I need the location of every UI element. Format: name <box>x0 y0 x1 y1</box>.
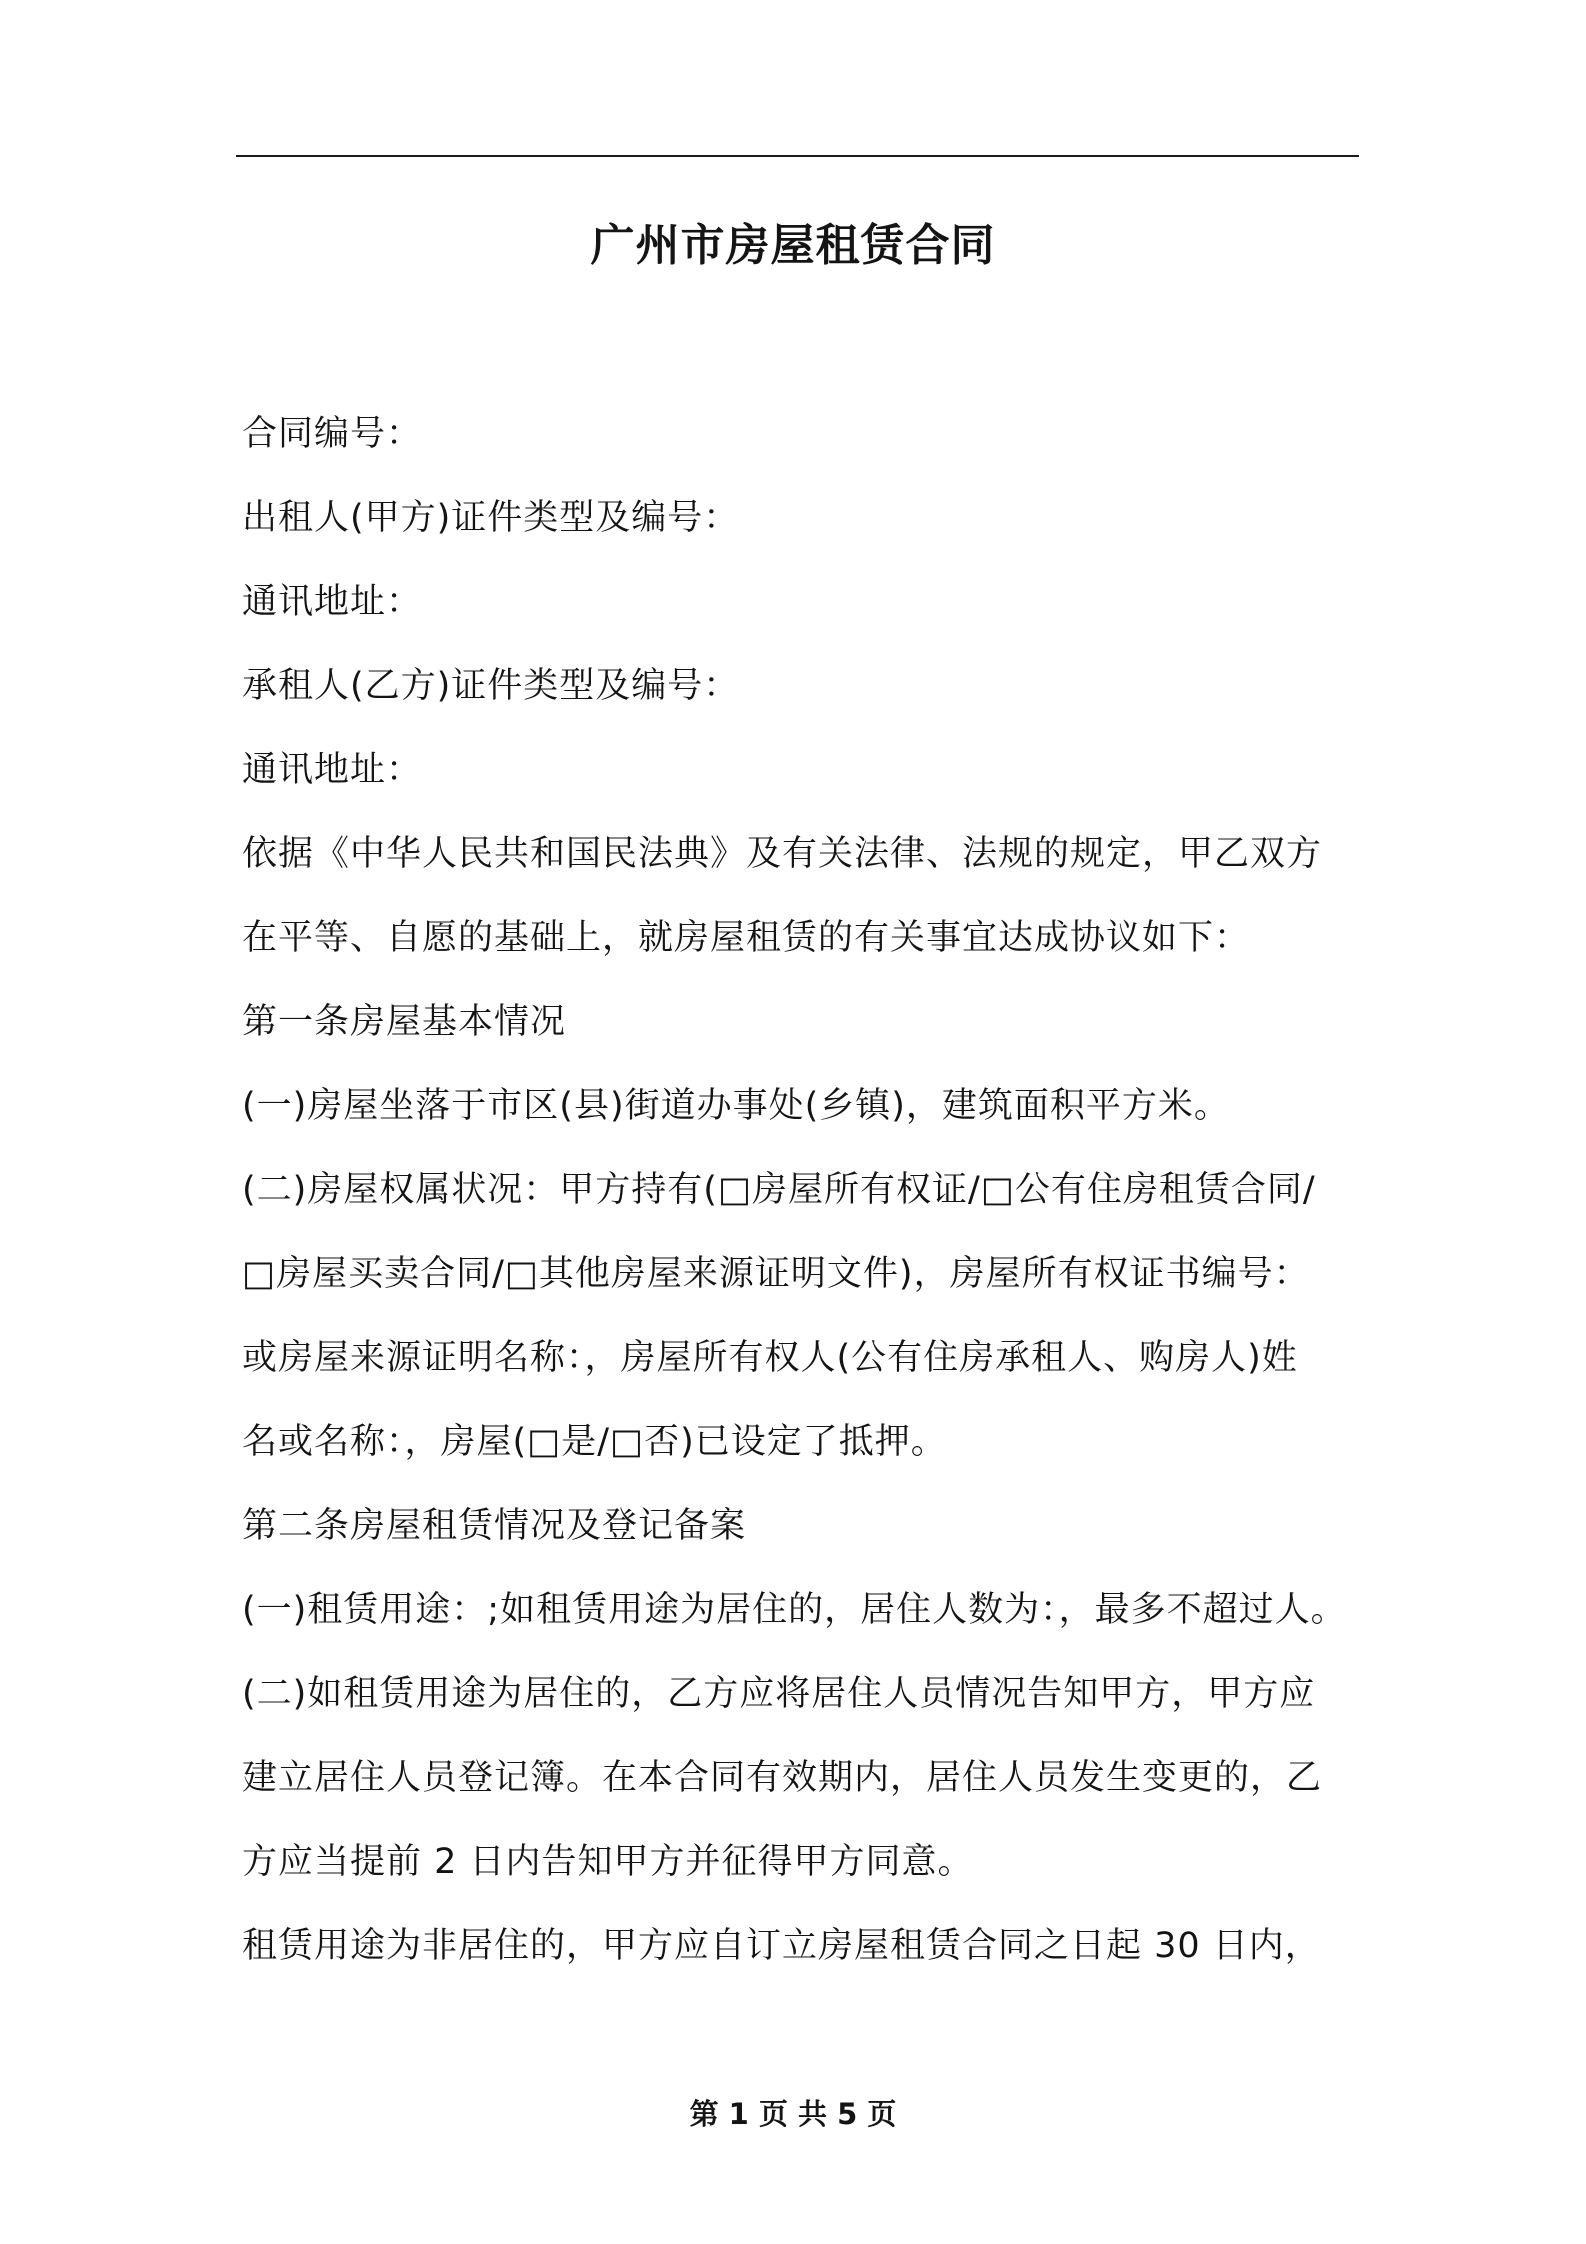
article-1-heading: 第一条房屋基本情况 <box>242 1002 567 1042</box>
article-2-clause-2-line-1: (二)如租赁用途为居住的，乙方应将居住人员情况告知甲方，甲方应 <box>242 1674 1316 1714</box>
document-title: 广州市房屋租赁合同 <box>590 220 996 271</box>
lessor-address-line: 通讯地址： <box>242 582 423 622</box>
article-2-clause-2-line-2: 建立居住人员登记簿。在本合同有效期内，居住人员发生变更的，乙 <box>242 1758 1323 1798</box>
lessee-address-line: 通讯地址： <box>242 750 423 790</box>
article-1-clause-2-line-3: 或房屋来源证明名称：，房屋所有权人(公有住房承租人、购房人)姓 <box>242 1338 1298 1378</box>
article-2-heading: 第二条房屋租赁情况及登记备案 <box>242 1506 747 1546</box>
article-2-clause-1: (一)租赁用途：;如租赁用途为居住的，居住人数为：，最多不超过人。 <box>242 1590 1347 1630</box>
article-1-clause-1: (一)房屋坐落于市区(县)街道办事处(乡镇)，建筑面积平方米。 <box>242 1086 1230 1126</box>
header-rule <box>236 155 1359 157</box>
article-1-clause-2-line-1: (二)房屋权属状况：甲方持有(□房屋所有权证/□公有住房租赁合同/ <box>242 1170 1316 1210</box>
lessee-id-line: 承租人(乙方)证件类型及编号： <box>242 666 740 706</box>
article-2-clause-2-line-3: 方应当提前 2 日内告知甲方并征得甲方同意。 <box>242 1842 974 1882</box>
article-1-clause-2-line-4: 名或名称：，房屋(□是/□否)已设定了抵押。 <box>242 1422 947 1462</box>
preamble-line-1: 依据《中华人民共和国民法典》及有关法律、法规的规定，甲乙双方 <box>242 834 1323 874</box>
contract-number-line: 合同编号： <box>242 414 423 454</box>
lessor-id-line: 出租人(甲方)证件类型及编号： <box>242 498 740 538</box>
article-1-clause-2-line-2: □房屋买卖合同/□其他房屋来源证明文件)，房屋所有权证书编号： <box>242 1254 1310 1294</box>
preamble-line-2: 在平等、自愿的基础上，就房屋租赁的有关事宜达成协议如下： <box>242 918 1251 958</box>
page-footer: 第 1 页 共 5 页 <box>689 2097 897 2131</box>
non-residential-clause-line: 租赁用途为非居住的，甲方应自订立房屋租赁合同之日起 30 日内， <box>242 1926 1321 1966</box>
